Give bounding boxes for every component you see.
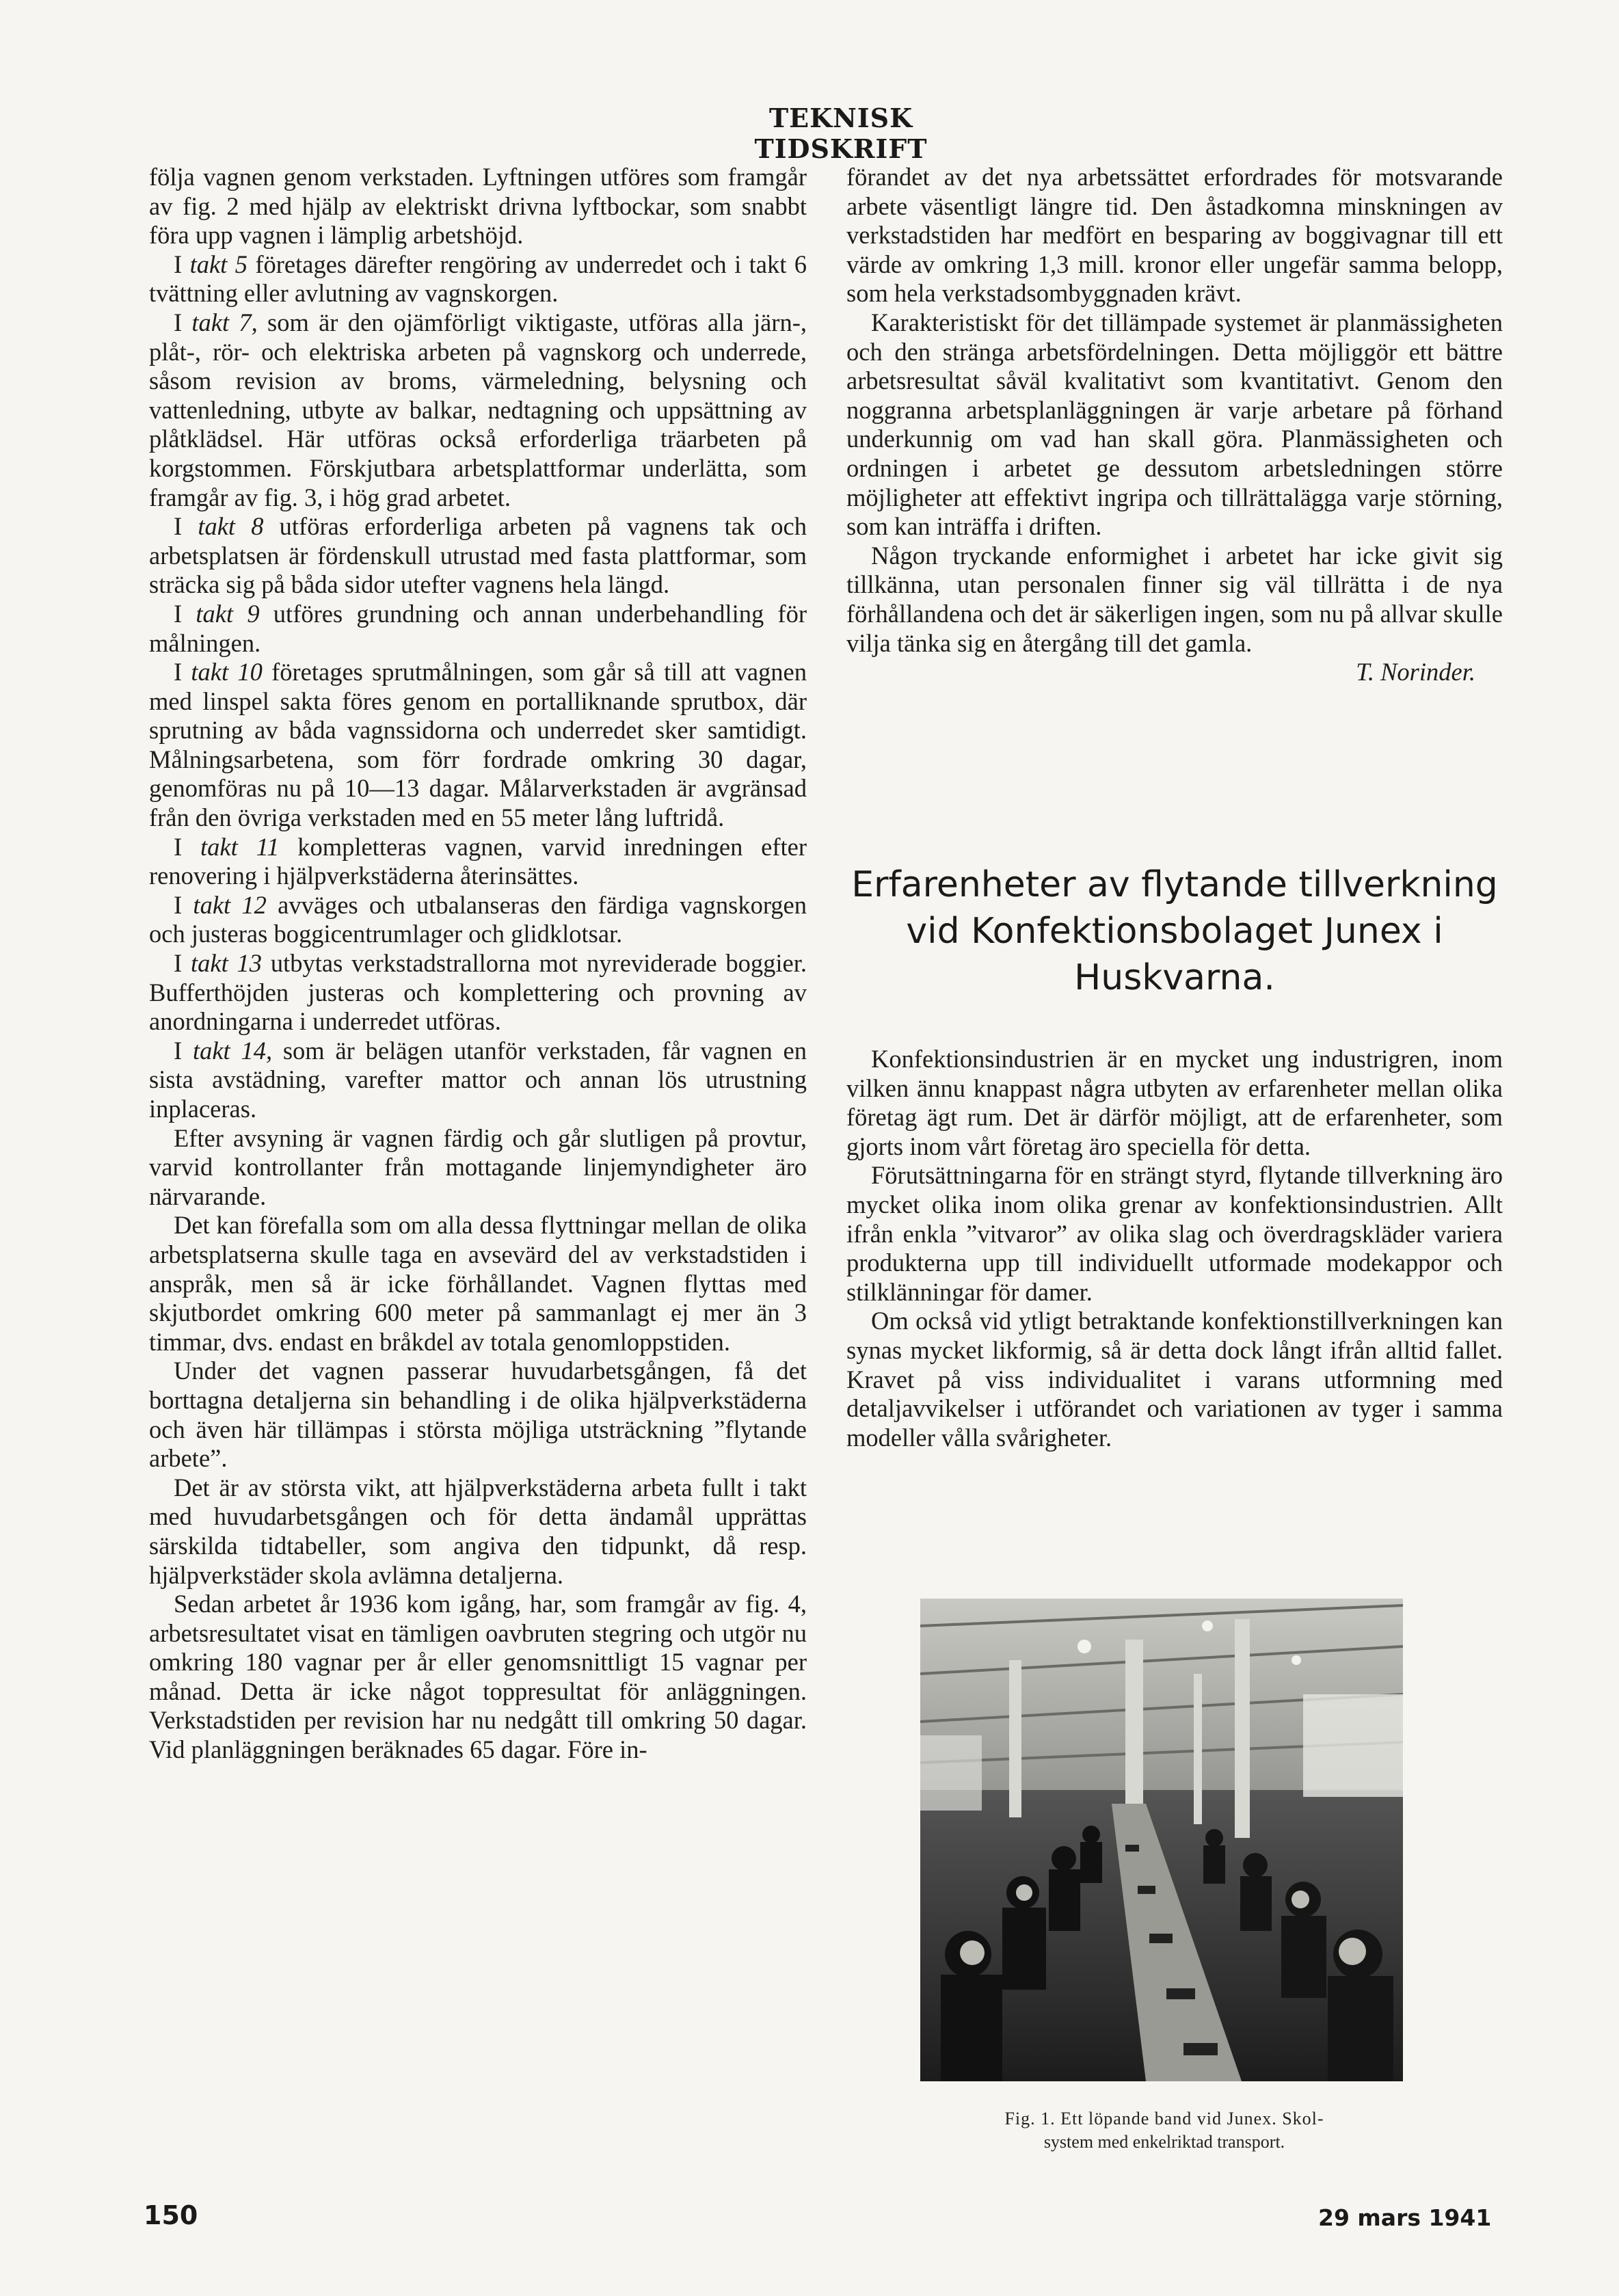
paragraph bbox=[846, 308, 1503, 542]
paragraph bbox=[149, 308, 807, 512]
takt-label: takt 10 bbox=[191, 658, 263, 686]
paragraph-text: Om också vid ytligt betraktande konfektionstillverkningen kan synas mycket likformig, så är detta dock långt ifrån alltid fallet. Kravet på viss individualitet i varans utformning med detaljavvikelser i utförandet och variationen av tyger i samma modeller vålla svårigheter. bbox=[846, 1307, 1503, 1452]
paragraph bbox=[149, 658, 807, 833]
takt-label: takt 9 bbox=[196, 599, 260, 628]
paragraph bbox=[846, 542, 1503, 658]
right-column-bottom bbox=[846, 1045, 1503, 1452]
paragraph bbox=[149, 1357, 807, 1473]
paragraph-text: Sedan arbetet år 1936 kom igång, har, som framgår av fig. 4, arbetsresultatet visat en tämligen oavbruten stegring och utgör nu omkring 180 vagnar per år eller genomsnittligt 15 vagnar per månad. Detta är icke något toppresultat för anläggningen. Verkstadstiden per revision har nu nedgått till omkring 50 dagar. Vid planläggningen beräknades 65 dagar. Före in- bbox=[149, 1590, 807, 1764]
right-column-top bbox=[846, 163, 1503, 687]
paragraph-text: Det är av största vikt, att hjälpverkstäderna arbeta fullt i takt med huvudarbetsgången och för detta ändamål upprättas särskilda tidtabeller, som angiva den tidpunkt, då resp. hjälpverkstäder skola avlämna detaljerna. bbox=[149, 1473, 807, 1589]
paragraph-text: utföras erforderliga arbeten på vagnens tak och arbetsplatsen är fördenskull utrustad med fasta plattformar, som sträcka sig på båda sidor utefter vagnens hela längd. bbox=[149, 512, 807, 599]
factory-photo-illustration bbox=[920, 1599, 1403, 2081]
paragraph-lead: I bbox=[174, 599, 196, 628]
paragraph-text: företages därefter rengöring av underredet och i takt 6 tvättning eller avlutning av vagnskorgen. bbox=[149, 250, 807, 308]
paragraph bbox=[149, 1211, 807, 1357]
takt-label: takt 12 bbox=[193, 890, 267, 919]
paragraph-lead: I bbox=[174, 949, 191, 978]
paragraph bbox=[149, 250, 807, 308]
paragraph-lead: I bbox=[174, 308, 192, 336]
factory-photo bbox=[920, 1599, 1403, 2081]
paragraph bbox=[149, 1124, 807, 1212]
paragraph bbox=[846, 1307, 1503, 1452]
paragraph-text: kompletteras vagnen, varvid inredningen efter renovering i hjälpverkstäderna återinsättes. bbox=[149, 832, 807, 890]
paragraph-text: Någon tryckande enformighet i arbetet har icke givit sig tillkänna, utan personalen finner sig väl tillrätta i de nya förhållandena och det är säkerligen ingen, som nu på allvar skulle vilja tänka sig en återgång till det gamla. bbox=[846, 541, 1503, 657]
figure-caption bbox=[915, 2107, 1414, 2154]
paragraph bbox=[149, 949, 807, 1037]
paragraph bbox=[846, 1161, 1503, 1307]
issue-date: 29 mars 1941 bbox=[1318, 2204, 1492, 2231]
paragraph-text: företages sprutmålningen, som går så till att vagnen med linspel sakta föres genom en portalliknande sprutbox, där sprutning av båda vagnssidorna och underredet sker samtidigt. Målningsarbetena, som förr fordrade omkring 30 dagar, genomföras nu på 10—13 dagar. Målarverkstaden är avgränsad från den övriga verkstaden med en 55 meter lång luftridå. bbox=[149, 658, 807, 832]
takt-label: takt 14, bbox=[192, 1036, 273, 1065]
article-title: Erfarenheter av flytande tillverkning vid Konfektionsbolaget Junex i Huskvarna. bbox=[851, 864, 1498, 998]
paragraph-lead: I bbox=[174, 512, 198, 541]
paragraph-text: Under det vagnen passerar huvudarbetsgången, få det borttagna detaljerna sin behandling i de olika hjälpverkstäderna och även här tillämpas i största möjliga utsträckning ”flytande arbete”. bbox=[149, 1357, 807, 1473]
paragraph bbox=[149, 163, 807, 250]
paragraph-lead: I bbox=[174, 658, 191, 686]
paragraph-lead: I bbox=[174, 250, 190, 278]
takt-label: takt 7, bbox=[191, 308, 258, 336]
paragraph-text: Karakteristiskt för det tillämpade systemet är planmässigheten och den stränga arbetsfördelningen. Detta möjliggör ett bättre arbetsresultat såväl kvalitativt som kvantitativt. Genom den noggranna arbetsplanläggningen är varje arbetare på förhand underkunnig om vad han skall göra. Planmässigheten och ordningen i arbetet ge dessutom arbetsledningen större möjligheter att effektivt ingripa och tillrättalägga varje störning, som kan inträffa i driften. bbox=[846, 308, 1503, 541]
paragraph bbox=[149, 1037, 807, 1124]
masthead: TEKNISK TIDSKRIFT bbox=[754, 103, 928, 164]
paragraph-text: förandet av det nya arbetssättet erfordrades för motsvarande arbete väsentligt längre tid. Den åstadkomna minskningen av verkstadstiden har medfört en besparing av boggivagnar till ett värde av omkring 1,3 mill. kronor eller ungefär samma belopp, som hela verkstadsombyggnaden krävt. bbox=[846, 163, 1503, 308]
takt-label: takt 13 bbox=[190, 949, 263, 978]
caption-line-2: system med enkelriktad transport. bbox=[1043, 2132, 1285, 2152]
paragraph-text: som är den ojämförligt viktigaste, utföras alla järn-, plåt-, rör- och elektriska arbeten på vagnskorg och underrede, såsom revision av broms, värmeledning, belysning och vattenledning, utbyte av balkar, nedtagning och uppsättning av plåtklädsel. Här utföras också erforderliga träarbeten på korgstommen. Förskjutbara arbetsplattformar underlätta, som framgår av fig. 3, i hög grad arbetet. bbox=[149, 308, 807, 511]
paragraph-text: följa vagnen genom verkstaden. Lyftningen utföres som framgår av fig. 2 med hjälp av elektriskt drivna lyftbockar, som snabbt föra upp vagnen i lämplig arbetshöjd. bbox=[149, 163, 807, 250]
paragraph-text: avväges och utbalanseras den färdiga vagnskorgen och justeras boggicentrumlager och glidklotsar. bbox=[149, 890, 807, 948]
paragraph-lead: I bbox=[174, 1036, 193, 1065]
paragraph bbox=[149, 1473, 807, 1590]
paragraph bbox=[149, 891, 807, 949]
author-signature: T. Norinder. bbox=[1356, 658, 1475, 686]
paragraph bbox=[149, 1590, 807, 1765]
paragraph bbox=[149, 600, 807, 658]
paragraph-text: Konfektionsindustrien är en mycket ung industrigren, inom vilken ännu knappast några utbyten av erfarenheter mellan olika företag ägt rum. Det är därför möjligt, att de erfarenheter, som gjorts inom vårt företag äro speciella för detta. bbox=[846, 1045, 1503, 1160]
paragraph bbox=[149, 512, 807, 600]
left-column bbox=[149, 163, 807, 1765]
paragraph-text: utbytas verkstadstrallorna mot nyreviderade boggier. Bufferthöjden justeras och komplettering och provning av anordningarna i underredet utföras. bbox=[149, 949, 807, 1036]
paragraph bbox=[846, 1045, 1503, 1161]
paragraph-text: Efter avsyning är vagnen färdig och går slutligen på provtur, varvid kontrollanter från mottagande linjemyndigheter äro närvarande. bbox=[149, 1123, 807, 1210]
paragraph bbox=[846, 163, 1503, 308]
takt-label: takt 8 bbox=[198, 512, 264, 541]
paragraph-text: som är belägen utanför verkstaden, får vagnen en sista avstädning, varefter mattor och annan lös utrustning inplaceras. bbox=[149, 1036, 807, 1123]
paragraph-text: Förutsättningarna för en strängt styrd, flytande tillverkning äro mycket olika inom olika grenar av konfektionsindustrien. Allt ifrån enkla ”vitvaror” av olika slag och överdragskläder variera produkterna upp till individuellt utformade modekappor och stilklänningar för damer. bbox=[846, 1161, 1503, 1306]
paragraph bbox=[149, 833, 807, 891]
paragraph-lead: I bbox=[174, 832, 200, 861]
caption-line-1: Fig. 1. Ett löpande band vid Junex. Skol- bbox=[1004, 2109, 1324, 2128]
paragraph-text: utföres grundning och annan underbehandling för målningen. bbox=[149, 599, 807, 657]
takt-label: takt 5 bbox=[189, 250, 247, 278]
takt-label: takt 11 bbox=[200, 832, 280, 861]
paragraph-text: Det kan förefalla som om alla dessa flyttningar mellan de olika arbetsplatserna skulle taga en avsevärd del av verkstadstiden i anspråk, men så är icke förhållandet. Vagnen flyttas med skjutbordet omkring 600 meter på sammanlagt ej mer än 3 timmar, dvs. endast en bråkdel av totala genomloppstiden. bbox=[149, 1211, 807, 1356]
page-number: 150 bbox=[144, 2200, 198, 2230]
paragraph-lead: I bbox=[174, 890, 193, 919]
